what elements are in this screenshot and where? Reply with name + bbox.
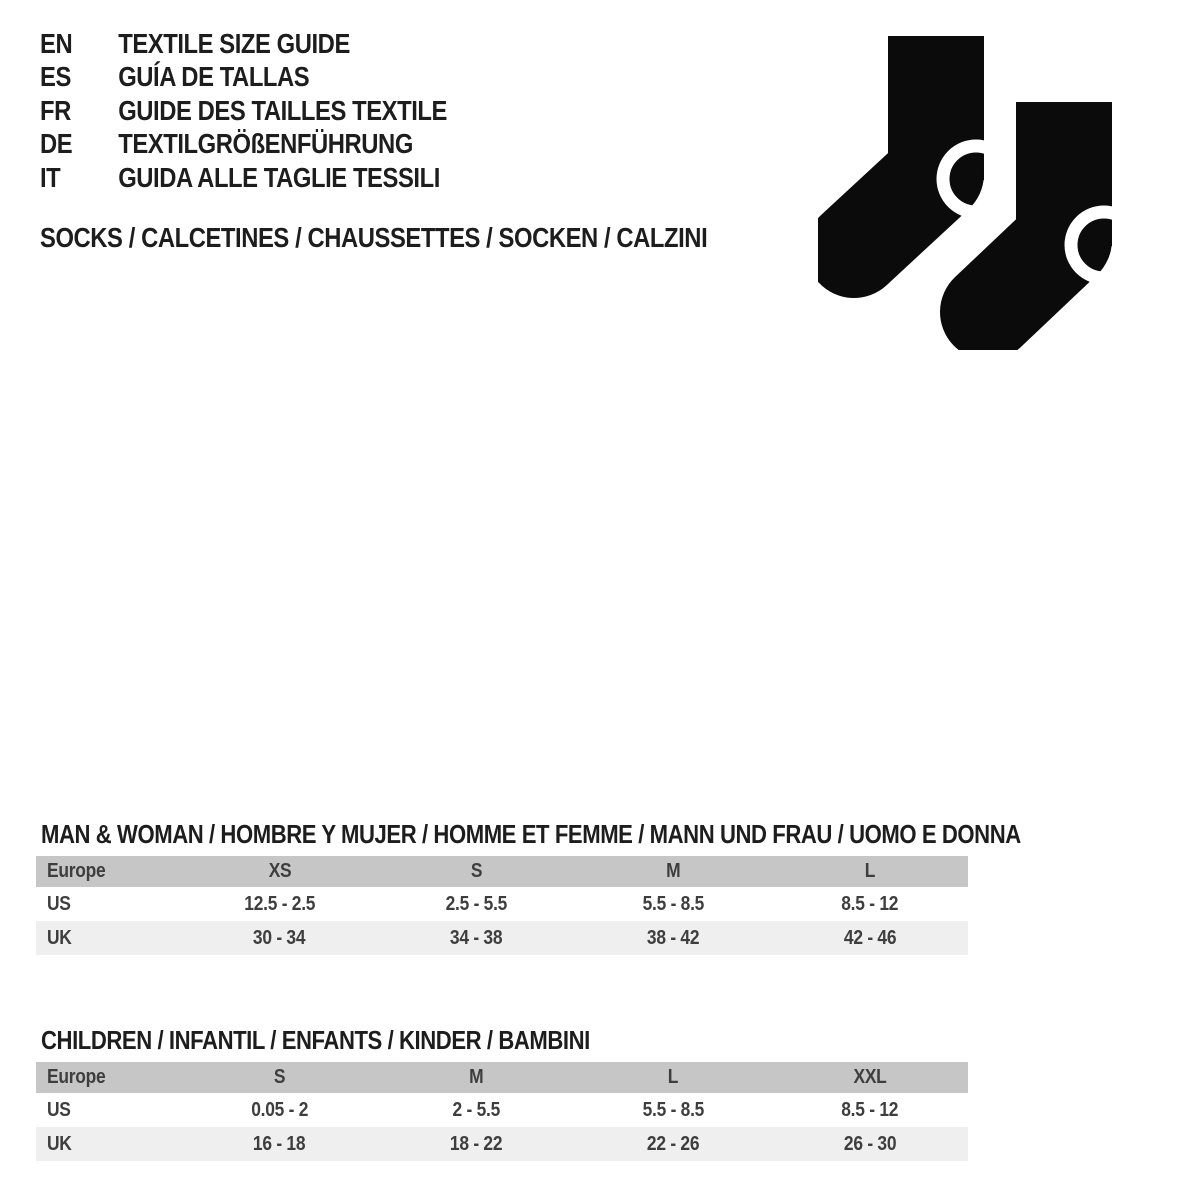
size-table-adults: [36, 856, 968, 955]
language-row: [40, 128, 447, 162]
size-cell: 18 - 22: [450, 1132, 503, 1155]
column-header: M: [665, 860, 681, 882]
size-table-children: [36, 1062, 968, 1161]
size-cell: 34 - 38: [450, 926, 503, 949]
column-header: XS: [268, 860, 291, 882]
language-code: EN: [40, 27, 73, 59]
size-cell: 5.5 - 8.5: [642, 1098, 704, 1121]
size-cell: 8.5 - 12: [841, 1098, 899, 1121]
row-label: UK: [47, 926, 72, 949]
table-header-row: [36, 856, 968, 887]
size-cell: 26 - 30: [843, 1132, 896, 1155]
size-cell: 0.05 - 2: [251, 1098, 309, 1121]
language-label: GUIDE DES TAILLES TEXTILE: [118, 94, 447, 126]
table-title-adults-text: MAN & WOMAN / HOMBRE Y MUJER / HOMME ET FEMME / MANN UND FRAU / UOMO E DONNA: [41, 819, 1021, 849]
column-header: Europe: [47, 1066, 106, 1088]
size-cell: 2 - 5.5: [452, 1098, 500, 1121]
table-row-uk: [36, 921, 968, 955]
column-header: Europe: [47, 860, 106, 882]
size-cell: 42 - 46: [843, 926, 896, 949]
column-header: L: [667, 1066, 679, 1088]
table-row-us: [36, 887, 968, 921]
row-label: US: [47, 1098, 71, 1121]
table-row-uk: [36, 1127, 968, 1161]
category-line: [40, 223, 825, 253]
size-cell: 22 - 26: [646, 1132, 700, 1155]
language-code: FR: [40, 94, 71, 126]
table-title-adults: [41, 819, 1021, 849]
language-code: IT: [40, 161, 61, 193]
size-section-children: [36, 1025, 968, 1161]
table-header-row: [36, 1062, 968, 1093]
language-label: TEXTILGRÖßENFÜHRUNG: [118, 128, 413, 160]
column-header: M: [469, 1066, 484, 1088]
size-section-adults: [36, 819, 1021, 955]
size-cell: 2.5 - 5.5: [445, 892, 507, 915]
language-label: GUIDA ALLE TAGLIE TESSILI: [118, 161, 440, 193]
category-line-text: SOCKS / CALCETINES / CHAUSSETTES / SOCKEN / CALZINI: [40, 222, 708, 253]
size-cell: 30 - 34: [253, 926, 306, 949]
size-cell: 8.5 - 12: [841, 892, 899, 915]
column-header: S: [470, 860, 482, 882]
column-header: XXL: [853, 1066, 887, 1088]
socks-icon: [818, 34, 1148, 350]
language-code: DE: [40, 128, 73, 160]
column-header: L: [864, 860, 875, 882]
language-row: [40, 161, 447, 195]
size-cell: 16 - 18: [253, 1132, 306, 1155]
language-label: GUÍA DE TALLAS: [118, 61, 310, 93]
table-row-us: [36, 1093, 968, 1127]
size-cell: 5.5 - 8.5: [642, 892, 704, 915]
language-header-block: [40, 27, 519, 195]
size-cell: 38 - 42: [646, 926, 700, 949]
size-cell: 12.5 - 2.5: [244, 892, 315, 915]
row-label: US: [47, 892, 71, 915]
table-title-children: [41, 1025, 968, 1055]
row-label: UK: [47, 1132, 72, 1155]
language-row: [40, 27, 447, 61]
column-header: S: [273, 1066, 286, 1088]
language-label: TEXTILE SIZE GUIDE: [118, 27, 350, 59]
language-code: ES: [40, 61, 71, 93]
table-title-children-text: CHILDREN / INFANTIL / ENFANTS / KINDER / BAMBINI: [41, 1025, 590, 1055]
language-row: [40, 94, 447, 128]
language-row: [40, 61, 447, 95]
